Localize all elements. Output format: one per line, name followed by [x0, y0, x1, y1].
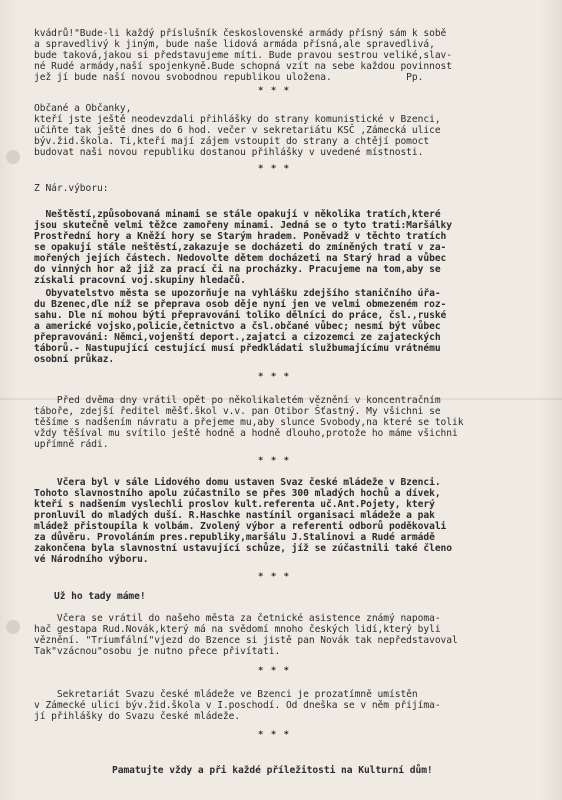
text-line: učiňte tak ještě dnes do 6 hod. večer v sekretariátu KSČ ,Zámecká ulice — [34, 125, 441, 136]
text-line: v Zámecké ulici býv.žid.škola v I.poschodí. Od dneška se v něm přijíma- — [34, 700, 441, 711]
punch-hole — [6, 150, 20, 164]
section-separator: * * * — [258, 456, 291, 466]
footer-slogan: Pamatujte vždy a při každé příležitosti na Kulturní dům! — [112, 765, 433, 776]
text-line: Sekretariát Svazu české mládeže ve Bzenci je prozatímně umístěn — [34, 689, 418, 700]
section-separator: * * * — [258, 372, 291, 382]
text-line: Tak"vzácnou"osobu je nutno přece přivítati. — [34, 646, 281, 657]
text-line: těšíme s nadšením návratu a přejeme mu,aby slunce Svobody,na které se tolik — [34, 417, 464, 428]
text-line: mořených jejích částech. Nedovolte dětem docházeti na Starý hrad a vůbec — [34, 253, 447, 264]
text-line: kteří jste ještě neodevzdali přihlášky do strany komunistické v Bzenci, — [34, 114, 441, 125]
text-line: du Bzenec,dle níž se přeprava osob děje nyní jen ve velmi obmezeném roz- — [34, 299, 447, 310]
section-separator: * * * — [258, 730, 291, 740]
text-line: Včera byl v sále Lidového domu ustaven Svaz české mládeže v Bzenci. — [34, 477, 441, 488]
text-line: a americké vojsko,policie,četnictvo a čsl.občané vůbec; nesmí být vůbec — [34, 321, 441, 332]
section-separator: * * * — [258, 86, 291, 96]
text-line: se opakují stále neštěstí,zakazuje se docházeti do zmíněných tratí v za- — [34, 242, 447, 253]
text-line: býv.žid.škola. Ti,kteří mají zájem vstoupit do strany a chtějí pomoct — [34, 136, 430, 147]
text-line: pronluvil do mladých duší. R.Haschke nastínil organisaci mládeže a pak — [34, 510, 435, 521]
text-line: Před dvěma dny vrátil opět po několikaletém věznění v koncentračním — [34, 395, 441, 406]
text-line: Neštěstí,způsobovaná minami se stále opakují v několika tratích,které — [34, 209, 441, 220]
text-line: Prostřední hory a Kněží hory se Starým hradem. Poněvadž v těchto tratích — [34, 231, 447, 242]
text-line: budovat naši novou republiku dostanou přihlášky v uvedené místnosti. — [34, 147, 424, 158]
text-line: získali pracovní voj.skupiny hledačů. — [34, 275, 246, 286]
text-line: né Rudé armády,naší spojenkyně.Bude schopná vzít na sebe každou povinnost — [34, 61, 452, 72]
text-line: sahu. Dle ní mohou býti přepravováni toliko dělníci do práce, čsl.,ruské — [34, 310, 447, 321]
text-line: táboře, zdejší ředitel měšť.škol v.v. pan Otibor Šťastný. My všichni se — [34, 406, 441, 417]
text-line: Včera se vrátil do našeho města za četnické asistence známý napoma- — [34, 613, 441, 624]
text-line: vždy těšíval mu svítilo ještě hodně a hodně dlouho,protože ho máme všichni — [34, 428, 458, 439]
text-line: kteří s nadšením vyslechli proslov kult.referenta uč.Ant.Pojety, který — [34, 499, 435, 510]
text-line: mládež přistoupila k volbám. Zvolený výbor a referenti odborů poděkovali — [34, 521, 447, 532]
section-heading: Z Nár.výboru: — [34, 183, 109, 194]
section-heading: Už ho tady máme! — [54, 591, 146, 602]
text-line: bude taková,jakou si představujeme míti. Bude pravou sestrou veliké,slav- — [34, 50, 452, 61]
text-line: Tohoto slavnostního apolu zúčastnilo se přes 300 mladých hochů a dívek, — [34, 488, 441, 499]
text-line: osobní průkaz. — [34, 354, 115, 365]
punch-hole — [6, 620, 20, 634]
text-line: do vinných hor až již za prací či na procházky. Pracujeme na tom,aby se — [34, 264, 441, 275]
section-separator: * * * — [258, 572, 291, 582]
text-line: táborů.- Nastupující cestující musí předkládati službumajícímu vrátnému — [34, 343, 441, 354]
text-line: jsou skutečně velmi těžce zamořeny minami. Jedná se o tyto trati:Maršálky — [34, 220, 452, 231]
section-heading: Občané a Občanky, — [34, 103, 132, 114]
section-separator: * * * — [258, 666, 291, 676]
text-line: upřímně rádi. — [34, 439, 109, 450]
text-line: přepravováni: Němci,vojenští deport.,zajatci a cizozemci ze zajateckých — [34, 332, 441, 343]
text-line: jež jí bude naší novou svobodnou republikou uložena. Pp. — [34, 72, 424, 83]
text-line: zakončena byla slavnostní ustavující schůze, jíž se zúčastnili také členo — [34, 543, 452, 554]
section-separator: * * * — [258, 164, 291, 174]
text-line: Obyvatelstvo města se upozorňuje na vyhlášku zdejšího staničního úřa- — [34, 288, 441, 299]
text-line: hač gestapa Rud.Novák,který má na svědomí mnoho českých lidí,který byli — [34, 624, 441, 635]
text-line: za důvěru. Provoláním pres.republiky,maršálu J.Stalinovi a Rudé armádě — [34, 532, 435, 543]
text-line: kvádrů!"Bude-li každý příslušník československé armády přísný sám k sobě — [34, 28, 447, 39]
text-line: vé Národního výboru. — [34, 554, 149, 565]
text-line: věznění. "Triumfální"vjezd do Bzence si jistě pan Novák tak nepředstavoval — [34, 635, 458, 646]
text-line: jí přihlášky do Svazu české mládeže. — [34, 711, 241, 722]
text-line: a spravedlivý k jiným, bude naše lidová armáda přísná,ale spravedlivá, — [34, 39, 435, 50]
